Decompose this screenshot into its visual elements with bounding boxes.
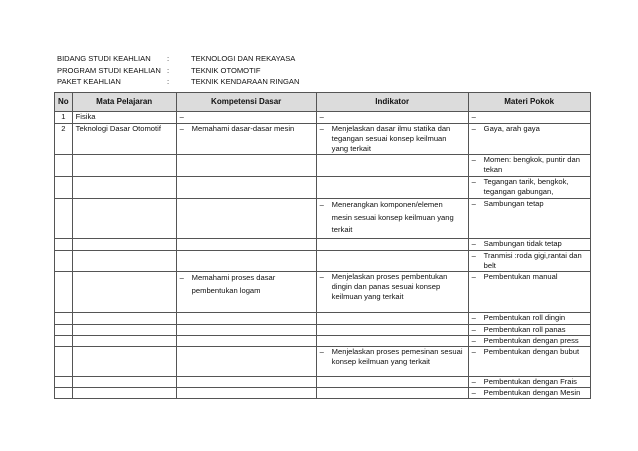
materi-cell [468,155,590,177]
materi-text: Pembentukan roll dingin [483,313,566,322]
header-row-program [57,65,299,77]
header-key: BIDANG STUDI KEAHLIAN [57,54,151,63]
table-row [55,325,591,336]
materi-text: Tegangan tarik, bengkok, tegangan gabungan, [483,177,569,196]
materi-cell [468,199,590,239]
table-row [55,272,591,313]
materi-cell [468,388,590,399]
table-row [55,155,591,177]
materi-text: Pembentukan dengan press [483,336,579,345]
materi-cell [468,347,590,377]
header-sep: : [167,77,170,86]
materi-text: Pembentukan dengan bubut [483,347,580,356]
col-header-materi-pokok: Materi Pokok [468,93,590,112]
table-row [55,199,591,239]
dash-marker: – [471,377,476,386]
table-row [55,336,591,347]
table-row [55,124,591,155]
dash-marker: – [319,272,324,281]
table-row [55,313,591,325]
materi-text: Momen: bengkok, puntir dan tekan [483,155,580,174]
dash-marker: – [471,124,476,133]
kd-cell [176,124,316,155]
table-row [55,112,591,124]
header-key: PROGRAM STUDI KEAHLIAN [57,65,161,75]
dash-marker: – [471,347,476,356]
table-row [55,377,591,388]
indikator-cell [316,124,468,155]
dash-marker: – [179,124,184,133]
header-value: TEKNIK KENDARAAN RINGAN [191,77,300,86]
dash-marker: – [319,200,324,209]
indikator-text: Menjelaskan proses pemesinan sesuai konsep keilmuan yang terkait [331,347,463,366]
materi-text: Sambungan tetap [483,199,544,208]
materi-text: Tranmisi :roda gigi,rantai dan belt [483,251,582,270]
materi-text: Gaya, arah gaya [483,124,540,133]
materi-cell [468,251,590,272]
dash-marker: – [471,155,476,164]
header-row-bidang [57,53,299,65]
materi-text: Pembentukan dengan Mesin [483,388,581,397]
dash-marker: – [471,199,476,208]
header-sep: : [167,54,170,63]
indikator-text: Menerangkan komponen/elemen mesin sesuai konsep keilmuan yang terkait [331,200,454,234]
materi-cell [468,336,590,347]
materi-text: Pembentukan dengan Frais [483,377,577,386]
col-header-mata-pelajaran: Mata Pelajaran [72,93,176,112]
document-header [57,53,299,88]
header-key: PAKET KEAHLIAN [57,77,121,86]
indikator-text: Menjelaskan dasar ilmu statika dan tegangan sesuai konsep keilmuan yang terkait [331,124,451,153]
materi-cell [468,325,590,336]
col-header-no: No [55,93,73,112]
table-row [55,251,591,272]
dash-marker: – [471,112,476,121]
table-row [55,347,591,377]
header-value: TEKNOLOGI DAN REKAYASA [191,54,296,63]
dash-marker: – [471,239,476,248]
dash-marker: – [471,388,476,397]
materi-cell [468,239,590,251]
kd-text: Memahami proses dasar pembentukan logam [191,273,276,295]
materi-text: Pembentukan roll panas [483,325,566,334]
dash-marker: – [319,112,324,121]
kd-cell [176,112,316,124]
indikator-cell [316,347,468,377]
table-header-row [55,93,591,112]
header-row-paket [57,76,299,88]
dash-marker: – [471,325,476,334]
col-header-indikator: Indikator [316,93,468,112]
dash-marker: – [471,251,476,260]
header-value: TEKNIK OTOMOTIF [191,65,261,75]
kd-cell [176,272,316,313]
kd-text: Memahami dasar-dasar mesin [191,124,295,133]
row-number: 2 [55,124,73,155]
dash-marker: – [179,112,184,121]
dash-marker: – [319,124,324,133]
header-sep: : [167,65,170,75]
materi-text: Pembentukan manual [483,272,558,281]
mata-pelajaran-cell: Teknologi Dasar Otomotif [72,124,176,155]
materi-cell [468,272,590,313]
materi-text: Sambungan tidak tetap [483,239,562,248]
indikator-cell [316,199,468,239]
dash-marker: – [179,273,184,282]
indikator-text: Menjelaskan proses pembentukan dingin dan panas sesuai konsep keilmuan yang terkait [331,272,448,301]
dash-marker: – [471,313,476,322]
indikator-cell [316,112,468,124]
syllabus-table [54,92,591,399]
table-row [55,239,591,251]
mata-pelajaran-cell: Fisika [72,112,176,124]
dash-marker: – [471,272,476,281]
col-header-kompetensi-dasar: Kompetensi Dasar [176,93,316,112]
dash-marker: – [471,336,476,345]
indikator-cell [316,272,468,313]
materi-cell [468,124,590,155]
materi-cell [468,177,590,199]
table-row [55,388,591,399]
materi-cell [468,377,590,388]
dash-marker: – [319,347,324,356]
materi-cell [468,313,590,325]
materi-cell [468,112,590,124]
dash-marker: – [471,177,476,186]
table-row [55,177,591,199]
row-number: 1 [55,112,73,124]
